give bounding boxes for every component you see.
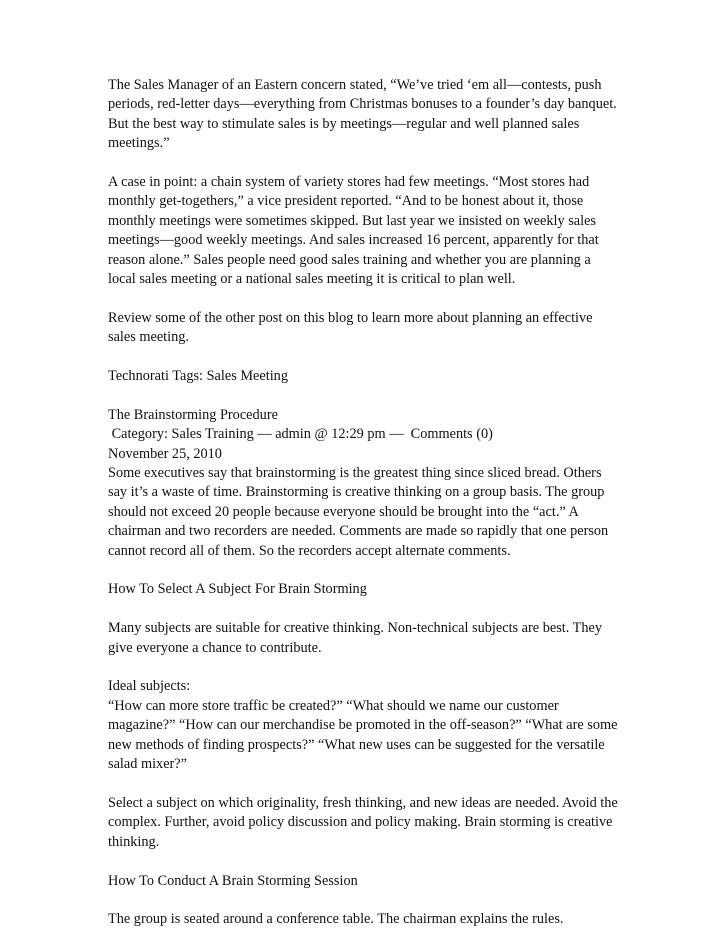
text-line: chairman and two recorders are needed. Comments are made so rapidly that one person	[108, 523, 609, 540]
post-title: The Brainstorming Procedure	[108, 406, 278, 423]
text-line: new methods of finding prospects?” “What new uses can be suggested for the versatile	[108, 736, 605, 753]
tags-text: Technorati Tags: Sales Meeting	[108, 368, 288, 385]
text-line: A case in point: a chain system of variety stores had few meetings. “Most stores had	[108, 174, 590, 191]
text-line: monthly get-togethers,” a vice president reported. “And to be honest about it, those	[108, 193, 584, 210]
text-line: thinking.	[108, 833, 160, 850]
text-line: should not exceed 20 people because everyone should be brought into the “act.” A	[108, 503, 579, 520]
paragraph-ideal-subjects	[108, 677, 628, 774]
ideal-subjects-label: Ideal subjects:	[108, 678, 191, 695]
text-line: The Sales Manager of an Eastern concern stated, “We’ve tried ‘em all—contests, push	[108, 77, 602, 93]
text-line: cannot record all of them. So the recorders accept alternate comments.	[108, 542, 511, 559]
paragraph-brainstorming	[108, 464, 628, 561]
heading-conduct-session	[108, 872, 628, 891]
text-line: But the best way to stimulate sales is by meetings—regular and well planned sales	[108, 115, 580, 132]
post-meta: Category: Sales Training — admin @ 12:29 pm — Comments (0)	[108, 426, 493, 443]
text-line: reason alone.” Sales people need good sales training and whether you are planning a	[108, 251, 591, 268]
text-line: “How can more store traffic be created?” “What should we name our customer	[108, 697, 559, 714]
paragraph-subjects	[108, 619, 628, 658]
text-line: salad mixer?”	[108, 756, 187, 773]
text-line: say it’s a waste of time. Brainstorming is creative thinking on a group basis. The group	[108, 484, 605, 501]
text-line: meetings—good weekly meetings. And sales increased 16 percent, apparently for that	[108, 232, 599, 249]
text-line: Some executives say that brainstorming is the greatest thing since sliced bread. Others	[108, 465, 602, 482]
text-line: local sales meeting or a national sales meeting it is critical to plan well.	[108, 271, 516, 288]
section-heading: How To Select A Subject For Brain Storming	[108, 581, 367, 598]
text-line: meetings.”	[108, 135, 170, 152]
paragraph-conference-table	[108, 910, 628, 929]
text-line: monthly meetings were sometimes skipped. But last year we insisted on weekly sales	[108, 212, 596, 229]
text-line: periods, red-letter days—everything from Christmas bonuses to a founder’s day banquet.	[108, 96, 617, 113]
paragraph-sales-manager	[108, 76, 628, 154]
text-line: magazine?” “How can our merchandise be promoted in the off-season?” “What are some	[108, 717, 618, 734]
text-line: The group is seated around a conference table. The chairman explains the rules.	[108, 911, 564, 928]
text-line: Review some of the other post on this blog to learn more about planning an effective	[108, 309, 593, 326]
paragraph-review	[108, 309, 628, 348]
post-header	[108, 406, 628, 464]
text-line: complex. Further, avoid policy discussion and policy making. Brain storming is creative	[108, 814, 613, 831]
text-line: give everyone a chance to contribute.	[108, 639, 322, 656]
text-line: Many subjects are suitable for creative thinking. Non-technical subjects are best. They	[108, 620, 603, 637]
text-line: Select a subject on which originality, fresh thinking, and new ideas are needed. Avoid the	[108, 794, 618, 811]
paragraph-select-subject	[108, 794, 628, 852]
post-date: November 25, 2010	[108, 445, 222, 462]
paragraph-case-in-point	[108, 173, 628, 289]
section-heading: How To Conduct A Brain Storming Session	[108, 872, 358, 889]
technorati-tags	[108, 367, 628, 386]
heading-select-subject	[108, 580, 628, 599]
text-line: sales meeting.	[108, 329, 189, 346]
